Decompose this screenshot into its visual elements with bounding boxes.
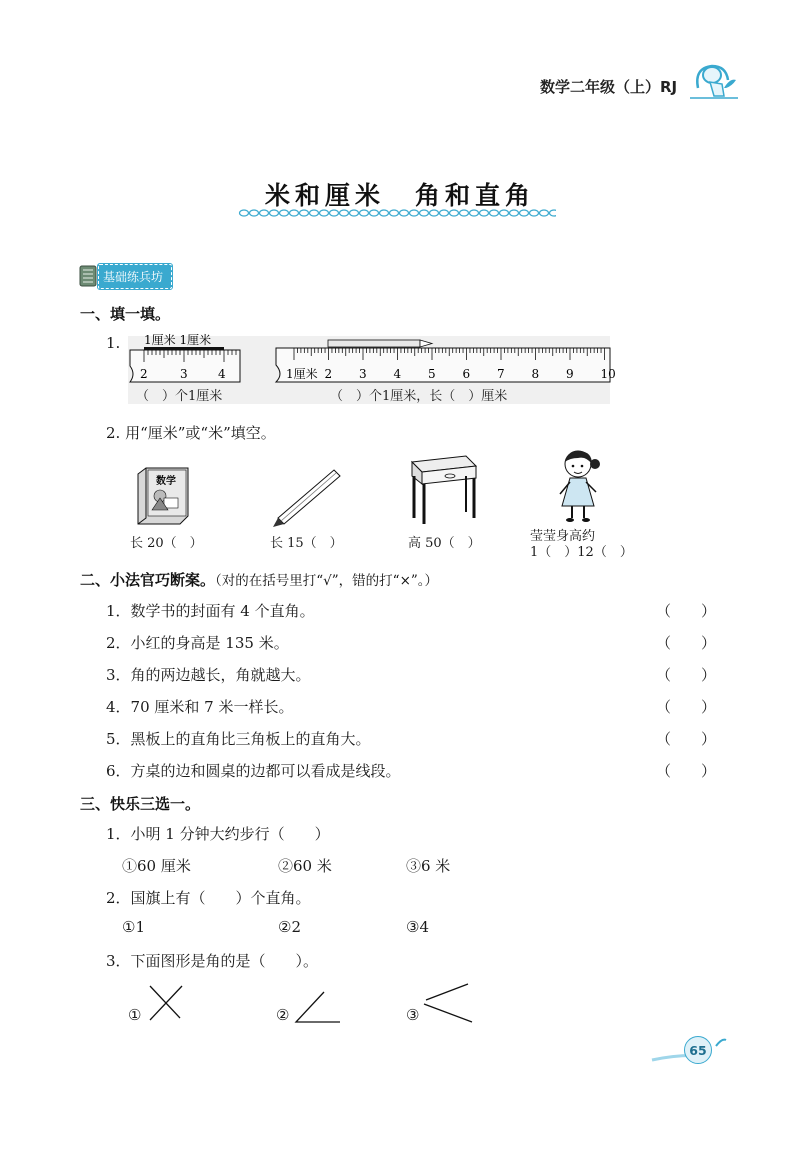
section2-title: 二、小法官巧断案。 <box>80 571 216 589</box>
ruler2-tick-label: 10 <box>600 367 616 381</box>
judge-item <box>106 696 716 717</box>
choice-q1-text: 1．小明 1 分钟大约步行（ ） <box>106 825 330 843</box>
girl-height-line2: 1（ ）12（ ） <box>530 545 633 560</box>
ruler2-tick-label: 5 <box>428 367 436 381</box>
ruler1-tick-4: 4 <box>218 367 226 381</box>
answer-paren[interactable]: （ ） <box>655 698 716 716</box>
desk-icon <box>404 454 480 526</box>
ruler2-tick-label: 6 <box>462 367 471 381</box>
crossing-lines-shape <box>146 984 186 1022</box>
choice-q2-option-3[interactable]: ③4 <box>406 918 429 936</box>
judge-item-text: 4．70 厘米和 7 米一样长。 <box>106 698 294 716</box>
book-stack-icon <box>78 264 100 288</box>
judge-item-text: 2．小红的身高是 135 米。 <box>106 634 289 652</box>
choice-q2-option-2[interactable]: ②2 <box>278 918 301 936</box>
section2-note: （对的在括号里打“√”，错的打“×”。） <box>215 573 439 589</box>
answer-paren[interactable]: （ ） <box>655 730 716 748</box>
shape-option-3-label[interactable]: ③ <box>406 1006 420 1024</box>
choice-q1-option-3[interactable]: ③6 米 <box>406 857 451 875</box>
plant-logo-icon <box>690 58 740 102</box>
choice-q1-option-1[interactable]: ①60 厘米 <box>122 857 191 875</box>
girl-icon <box>550 448 610 524</box>
pencil-icon <box>328 340 432 347</box>
answer-paren[interactable]: （ ） <box>655 666 716 684</box>
judge-item <box>106 760 716 781</box>
q2-prompt: 2. 用“厘米”或“米”填空。 <box>106 424 276 442</box>
choice-q2-text: 2．国旗上有（ ）个直角。 <box>106 889 311 907</box>
desk-height-item: 高 50（ ） <box>408 536 481 551</box>
pencil-length-item: 长 15（ ） <box>270 536 343 551</box>
choice-q3-text: 3．下面图形是角的是（ ）。 <box>106 952 319 970</box>
ruler-2 <box>268 338 618 386</box>
section1-heading: 一、填一填。 <box>80 305 171 323</box>
ruler2-tick-label: 9 <box>566 367 574 381</box>
page-title: 米和厘米 角和直角 <box>264 181 535 210</box>
shape-option-2-label[interactable]: ② <box>276 1006 290 1024</box>
answer-paren[interactable]: （ ） <box>655 762 716 780</box>
ruler2-caption: （ ）个1厘米，长（ ）厘米 <box>330 389 508 404</box>
ruler1-caption: （ ）个1厘米 <box>136 389 223 404</box>
header-text: 数学二年级（上）RJ <box>540 78 678 96</box>
ruler2-tick-label: 1厘米 <box>286 367 318 381</box>
q1-number: 1. <box>106 334 121 352</box>
long-pencil-icon <box>270 468 346 528</box>
book-length-item: 长 20（ ） <box>130 536 203 551</box>
section-badge <box>78 264 172 288</box>
ruler1-tick-2: 2 <box>140 367 148 381</box>
title-underline-chain <box>238 208 556 218</box>
ruler2-tick-label: 4 <box>393 367 402 381</box>
angle-shape <box>294 990 344 1026</box>
ruler2-tick-label: 7 <box>497 367 505 381</box>
judge-list <box>106 600 716 800</box>
ruler1-tick-3: 3 <box>180 367 188 381</box>
section3-heading: 三、快乐三选一。 <box>80 795 201 813</box>
judge-item-text: 5．黑板上的直角比三角板上的直角大。 <box>106 730 371 748</box>
math-book-icon <box>134 466 194 526</box>
section2-heading <box>80 569 438 590</box>
choice-q2-option-1[interactable]: ①1 <box>122 918 145 936</box>
ruler2-tick-label: 3 <box>359 367 367 381</box>
judge-item-text: 1．数学书的封面有 4 个直角。 <box>106 602 315 620</box>
answer-paren[interactable]: （ ） <box>655 602 716 620</box>
two-separate-lines-shape <box>420 982 476 1026</box>
ruler2-tick-label: 8 <box>531 367 540 381</box>
ruler2-tick-label: 2 <box>324 367 333 381</box>
girl-height-line1: 莹莹身高约 <box>530 529 596 544</box>
judge-item <box>106 664 716 685</box>
ruler1-unit-label: 1厘米 1厘米 <box>144 333 212 347</box>
judge-item <box>106 632 716 653</box>
page-number: 65 <box>684 1036 712 1064</box>
judge-item-text: 3．角的两边越长，角就越大。 <box>106 666 311 684</box>
answer-paren[interactable]: （ ） <box>655 634 716 652</box>
choice-q1-option-2[interactable]: ②60 米 <box>278 857 332 875</box>
judge-item <box>106 600 716 621</box>
ruler-1 <box>126 330 246 386</box>
shape-option-1-label[interactable]: ① <box>128 1006 142 1024</box>
badge-label: 基础练兵坊 <box>98 264 172 289</box>
judge-item-text: 6．方桌的边和圆桌的边都可以看成是线段。 <box>106 762 401 780</box>
judge-item <box>106 728 716 749</box>
book-cover-text: 数学 <box>156 476 176 487</box>
